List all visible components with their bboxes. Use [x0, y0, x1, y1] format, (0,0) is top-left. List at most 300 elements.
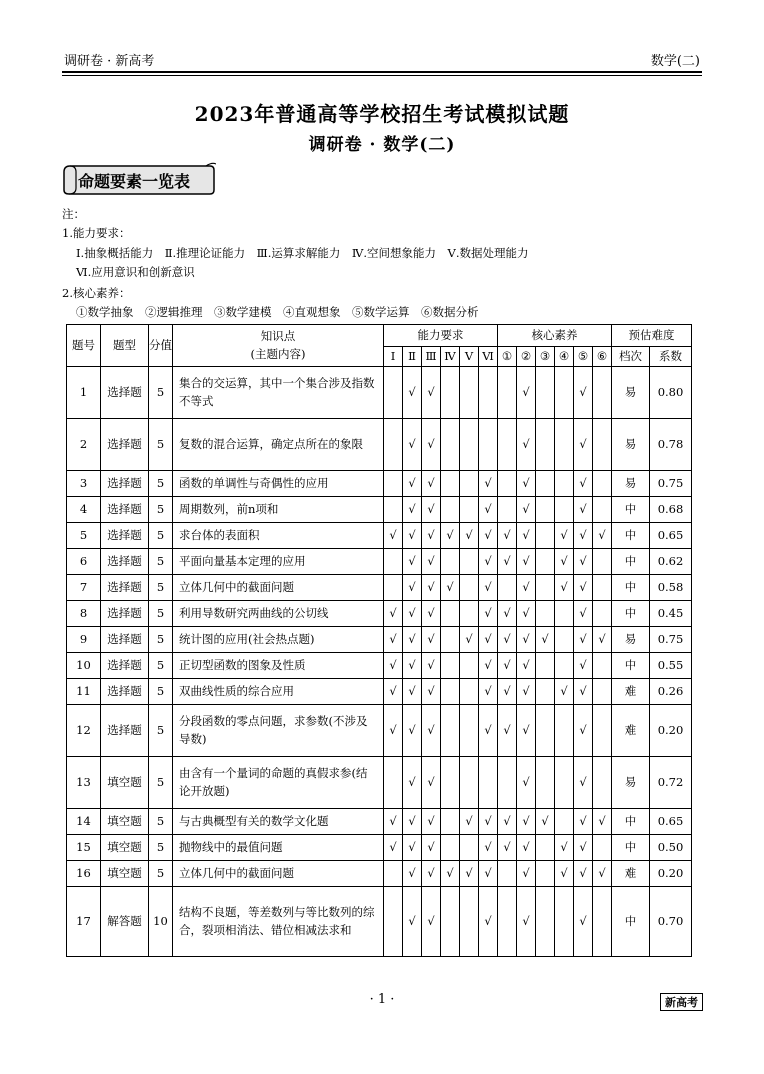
row-coef: 0.58	[650, 575, 692, 601]
ability-check: √	[479, 705, 498, 757]
row-level: 难	[612, 679, 650, 705]
row-score: 5	[149, 575, 173, 601]
ability-check	[441, 809, 460, 835]
literacy-check: √	[574, 367, 593, 419]
row-num: 6	[67, 549, 101, 575]
ability-check: √	[422, 627, 441, 653]
ability-check	[384, 887, 403, 957]
section-banner	[60, 160, 216, 196]
ability-check: √	[422, 419, 441, 471]
header-level: 档次	[612, 347, 650, 367]
literacy-check: √	[574, 575, 593, 601]
table-row	[67, 809, 692, 835]
row-coef: 0.26	[650, 679, 692, 705]
row-level: 难	[612, 705, 650, 757]
literacy-check	[555, 887, 574, 957]
row-score: 5	[149, 809, 173, 835]
row-coef: 0.65	[650, 809, 692, 835]
row-level: 易	[612, 757, 650, 809]
ability-check	[479, 367, 498, 419]
literacy-check: √	[517, 367, 536, 419]
ability-check: √	[403, 861, 422, 887]
row-coef: 0.55	[650, 653, 692, 679]
literacy-col-header: ⑥	[593, 347, 612, 367]
ability-check: √	[384, 809, 403, 835]
literacy-line: ①数学抽象 ②逻辑推理 ③数学建模 ④直观想象 ⑤数学运算 ⑥数据分析	[76, 305, 479, 319]
row-type: 选择题	[101, 497, 149, 523]
ability-check: √	[422, 809, 441, 835]
table-row	[67, 627, 692, 653]
row-level: 易	[612, 627, 650, 653]
ability-check	[460, 601, 479, 627]
ability-check	[460, 367, 479, 419]
literacy-check: √	[555, 549, 574, 575]
literacy-check: √	[517, 705, 536, 757]
literacy-check: √	[536, 627, 555, 653]
row-type: 选择题	[101, 601, 149, 627]
literacy-check	[593, 835, 612, 861]
row-type: 填空题	[101, 809, 149, 835]
ability-check: √	[479, 861, 498, 887]
literacy-check: √	[574, 523, 593, 549]
row-coef: 0.50	[650, 835, 692, 861]
ability-check: √	[422, 367, 441, 419]
ability-line-1: Ⅰ.抽象概括能力 Ⅱ.推理论证能力 Ⅲ.运算求解能力 Ⅳ.空间想象能力 Ⅴ.数据处理能力	[76, 246, 529, 260]
footer-badge: 新高考	[660, 993, 703, 1011]
row-score: 5	[149, 471, 173, 497]
ability-check: √	[441, 575, 460, 601]
row-knowledge: 分段函数的零点问题，求参数(不涉及导数)	[173, 705, 384, 757]
row-type: 填空题	[101, 835, 149, 861]
row-level: 中	[612, 523, 650, 549]
literacy-check: √	[593, 627, 612, 653]
literacy-check	[555, 471, 574, 497]
ability-check: √	[422, 887, 441, 957]
literacy-check	[555, 809, 574, 835]
ability-check: √	[479, 549, 498, 575]
row-num: 10	[67, 653, 101, 679]
ability-check: √	[479, 471, 498, 497]
ability-check	[441, 601, 460, 627]
ability-check: √	[460, 861, 479, 887]
literacy-check	[593, 549, 612, 575]
table-row	[67, 601, 692, 627]
ability-check: √	[460, 627, 479, 653]
header-coef: 系数	[650, 347, 692, 367]
row-num: 3	[67, 471, 101, 497]
row-score: 5	[149, 523, 173, 549]
row-coef: 0.80	[650, 367, 692, 419]
row-coef: 0.78	[650, 419, 692, 471]
literacy-col-header: ⑤	[574, 347, 593, 367]
literacy-check: √	[517, 575, 536, 601]
literacy-check	[536, 861, 555, 887]
row-score: 5	[149, 861, 173, 887]
row-score: 5	[149, 419, 173, 471]
literacy-check: √	[517, 653, 536, 679]
ability-check: √	[479, 809, 498, 835]
row-coef: 0.75	[650, 627, 692, 653]
ability-check: √	[479, 679, 498, 705]
literacy-check: √	[498, 549, 517, 575]
literacy-check: √	[498, 627, 517, 653]
literacy-check	[555, 497, 574, 523]
ability-check: √	[403, 549, 422, 575]
literacy-check: √	[574, 601, 593, 627]
literacy-check	[536, 757, 555, 809]
ability-check: √	[384, 523, 403, 549]
literacy-check	[593, 471, 612, 497]
literacy-check	[593, 705, 612, 757]
table-row	[67, 497, 692, 523]
ability-check: √	[403, 627, 422, 653]
literacy-check	[498, 367, 517, 419]
row-score: 10	[149, 887, 173, 957]
row-num: 15	[67, 835, 101, 861]
literacy-check	[536, 653, 555, 679]
row-type: 选择题	[101, 653, 149, 679]
table-row	[67, 367, 692, 419]
row-knowledge: 集合的交运算，其中一个集合涉及指数不等式	[173, 367, 384, 419]
literacy-check	[555, 653, 574, 679]
literacy-check	[498, 419, 517, 471]
literacy-check: √	[517, 601, 536, 627]
page-number: · 1 ·	[369, 992, 395, 1007]
ability-check	[460, 549, 479, 575]
page-subtitle: 调研卷 · 数学(二)	[308, 135, 456, 155]
row-coef: 0.70	[650, 887, 692, 957]
ability-check: √	[422, 757, 441, 809]
literacy-check: √	[574, 757, 593, 809]
row-coef: 0.72	[650, 757, 692, 809]
ability-check: √	[422, 705, 441, 757]
ability-check: √	[422, 679, 441, 705]
header-left: 调研卷 · 新高考	[64, 54, 155, 69]
table-row	[67, 419, 692, 471]
ability-check: √	[460, 809, 479, 835]
literacy-heading: 2.核心素养：	[62, 286, 131, 300]
ability-check	[441, 835, 460, 861]
requirements-table	[66, 324, 692, 957]
row-num: 14	[67, 809, 101, 835]
ability-check: √	[479, 835, 498, 861]
literacy-check: √	[574, 419, 593, 471]
literacy-check	[536, 601, 555, 627]
ability-check: √	[422, 523, 441, 549]
row-score: 5	[149, 705, 173, 757]
row-level: 易	[612, 367, 650, 419]
literacy-check: √	[555, 523, 574, 549]
literacy-check: √	[498, 601, 517, 627]
literacy-check	[593, 419, 612, 471]
row-type: 选择题	[101, 705, 149, 757]
row-level: 中	[612, 887, 650, 957]
ability-check	[460, 705, 479, 757]
ability-check: √	[384, 601, 403, 627]
ability-check	[441, 757, 460, 809]
row-knowledge: 利用导数研究两曲线的公切线	[173, 601, 384, 627]
literacy-check: √	[498, 653, 517, 679]
literacy-check: √	[498, 679, 517, 705]
ability-check	[384, 757, 403, 809]
literacy-check: √	[593, 809, 612, 835]
ability-check	[460, 887, 479, 957]
ability-heading: 1.能力要求：	[62, 226, 131, 240]
ability-check: √	[422, 601, 441, 627]
literacy-check: √	[574, 471, 593, 497]
ability-check	[441, 367, 460, 419]
row-coef: 0.20	[650, 705, 692, 757]
table-row	[67, 757, 692, 809]
literacy-check	[555, 627, 574, 653]
literacy-check: √	[574, 627, 593, 653]
row-knowledge: 与古典概型有关的数学文化题	[173, 809, 384, 835]
literacy-check	[555, 601, 574, 627]
header-rule	[62, 71, 702, 73]
row-knowledge: 统计图的应用(社会热点题)	[173, 627, 384, 653]
literacy-check	[593, 497, 612, 523]
ability-check	[441, 497, 460, 523]
literacy-check	[536, 575, 555, 601]
row-knowledge: 正切型函数的图象及性质	[173, 653, 384, 679]
ability-check	[460, 679, 479, 705]
header-knowledge	[173, 325, 384, 367]
literacy-check	[536, 497, 555, 523]
ability-check	[384, 575, 403, 601]
ability-check	[384, 861, 403, 887]
literacy-check: √	[555, 679, 574, 705]
table-row	[67, 471, 692, 497]
row-knowledge: 求台体的表面积	[173, 523, 384, 549]
row-type: 选择题	[101, 627, 149, 653]
row-type: 选择题	[101, 419, 149, 471]
ability-check: √	[403, 367, 422, 419]
ability-check: √	[441, 523, 460, 549]
page-title: 2023年普通高等学校招生考试模拟试题	[194, 102, 570, 126]
row-score: 5	[149, 757, 173, 809]
ability-check	[460, 497, 479, 523]
ability-check: √	[422, 497, 441, 523]
ability-check: √	[479, 497, 498, 523]
ability-check: √	[403, 471, 422, 497]
ability-check: √	[384, 679, 403, 705]
row-knowledge: 立体几何中的截面问题	[173, 861, 384, 887]
literacy-check: √	[517, 419, 536, 471]
row-level: 中	[612, 653, 650, 679]
ability-col-header: Ⅰ	[384, 347, 403, 367]
ability-check: √	[403, 679, 422, 705]
ability-check: √	[403, 497, 422, 523]
ability-check: √	[479, 523, 498, 549]
row-type: 选择题	[101, 549, 149, 575]
literacy-check	[555, 757, 574, 809]
ability-check: √	[479, 575, 498, 601]
ability-check	[384, 419, 403, 471]
row-coef: 0.65	[650, 523, 692, 549]
row-knowledge: 立体几何中的截面问题	[173, 575, 384, 601]
literacy-check: √	[517, 679, 536, 705]
literacy-check	[555, 367, 574, 419]
ability-check	[441, 627, 460, 653]
row-coef: 0.45	[650, 601, 692, 627]
row-score: 5	[149, 367, 173, 419]
literacy-check: √	[555, 861, 574, 887]
ability-col-header: Ⅴ	[460, 347, 479, 367]
row-level: 中	[612, 809, 650, 835]
literacy-check: √	[517, 523, 536, 549]
literacy-check: √	[517, 887, 536, 957]
row-num: 2	[67, 419, 101, 471]
literacy-check	[498, 471, 517, 497]
literacy-check: √	[574, 497, 593, 523]
row-score: 5	[149, 549, 173, 575]
ability-col-header: Ⅲ	[422, 347, 441, 367]
row-type: 选择题	[101, 367, 149, 419]
ability-check	[460, 653, 479, 679]
row-coef: 0.75	[650, 471, 692, 497]
row-num: 11	[67, 679, 101, 705]
header-knowledge-line1: 知识点	[260, 328, 296, 343]
ability-check: √	[384, 835, 403, 861]
ability-check	[441, 679, 460, 705]
literacy-col-header: ①	[498, 347, 517, 367]
row-type: 选择题	[101, 471, 149, 497]
row-num: 12	[67, 705, 101, 757]
literacy-check: √	[574, 705, 593, 757]
row-score: 5	[149, 653, 173, 679]
ability-check: √	[403, 575, 422, 601]
literacy-check: √	[574, 653, 593, 679]
ability-check	[460, 575, 479, 601]
header-estimate: 预估难度	[612, 325, 692, 347]
ability-check	[460, 835, 479, 861]
ability-check	[479, 757, 498, 809]
ability-check: √	[479, 627, 498, 653]
table-row	[67, 835, 692, 861]
row-knowledge: 抛物线中的最值问题	[173, 835, 384, 861]
ability-check: √	[479, 601, 498, 627]
ability-check: √	[403, 705, 422, 757]
literacy-check	[536, 471, 555, 497]
row-type: 选择题	[101, 679, 149, 705]
row-type: 解答题	[101, 887, 149, 957]
table-row	[67, 861, 692, 887]
literacy-check	[536, 835, 555, 861]
ability-check	[384, 367, 403, 419]
row-level: 中	[612, 549, 650, 575]
notes-label: 注：	[62, 207, 85, 221]
literacy-check	[536, 887, 555, 957]
row-num: 8	[67, 601, 101, 627]
ability-check	[441, 653, 460, 679]
ability-check: √	[422, 653, 441, 679]
literacy-check	[536, 367, 555, 419]
ability-check: √	[403, 757, 422, 809]
row-type: 选择题	[101, 575, 149, 601]
row-num: 16	[67, 861, 101, 887]
ability-check	[441, 887, 460, 957]
row-score: 5	[149, 679, 173, 705]
ability-check	[460, 757, 479, 809]
literacy-check	[536, 523, 555, 549]
header-ability: 能力要求	[384, 325, 498, 347]
ability-check	[441, 705, 460, 757]
literacy-col-header: ③	[536, 347, 555, 367]
literacy-check: √	[574, 835, 593, 861]
ability-check: √	[422, 471, 441, 497]
row-num: 5	[67, 523, 101, 549]
table-row	[67, 705, 692, 757]
literacy-check	[593, 653, 612, 679]
row-level: 易	[612, 471, 650, 497]
header-score: 分值	[149, 325, 173, 367]
ability-col-header: Ⅱ	[403, 347, 422, 367]
row-num: 17	[67, 887, 101, 957]
ability-check: √	[479, 653, 498, 679]
literacy-check	[536, 679, 555, 705]
ability-check: √	[460, 523, 479, 549]
literacy-check: √	[517, 471, 536, 497]
table-row	[67, 887, 692, 957]
row-knowledge: 周期数列，前n项和	[173, 497, 384, 523]
banner-text: 命题要素一览表	[78, 172, 191, 191]
literacy-check	[593, 887, 612, 957]
ability-check	[441, 471, 460, 497]
literacy-check	[536, 705, 555, 757]
ability-check: √	[403, 419, 422, 471]
literacy-check: √	[517, 549, 536, 575]
literacy-check: √	[498, 523, 517, 549]
ability-line-2: Ⅵ.应用意识和创新意识	[76, 265, 195, 279]
row-level: 中	[612, 497, 650, 523]
row-score: 5	[149, 497, 173, 523]
ability-check: √	[422, 575, 441, 601]
ability-check	[479, 419, 498, 471]
row-coef: 0.68	[650, 497, 692, 523]
literacy-check	[593, 601, 612, 627]
ability-check: √	[384, 653, 403, 679]
ability-check: √	[441, 861, 460, 887]
ability-check: √	[403, 887, 422, 957]
header-literacy: 核心素养	[498, 325, 612, 347]
ability-check	[384, 497, 403, 523]
table-row	[67, 523, 692, 549]
literacy-check: √	[517, 835, 536, 861]
literacy-check: √	[593, 861, 612, 887]
literacy-check	[593, 575, 612, 601]
literacy-check: √	[574, 549, 593, 575]
literacy-check: √	[574, 679, 593, 705]
header-right: 数学(二)	[650, 54, 700, 69]
literacy-check	[498, 757, 517, 809]
row-score: 5	[149, 835, 173, 861]
ability-check	[460, 419, 479, 471]
literacy-col-header: ②	[517, 347, 536, 367]
ability-col-header: Ⅵ	[479, 347, 498, 367]
literacy-check: √	[498, 809, 517, 835]
literacy-check	[593, 679, 612, 705]
literacy-check: √	[574, 887, 593, 957]
ability-check	[384, 471, 403, 497]
row-type: 选择题	[101, 523, 149, 549]
row-coef: 0.20	[650, 861, 692, 887]
literacy-check	[498, 575, 517, 601]
literacy-check: √	[593, 523, 612, 549]
literacy-check	[555, 419, 574, 471]
literacy-check: √	[574, 809, 593, 835]
row-num: 1	[67, 367, 101, 419]
ability-check: √	[403, 835, 422, 861]
